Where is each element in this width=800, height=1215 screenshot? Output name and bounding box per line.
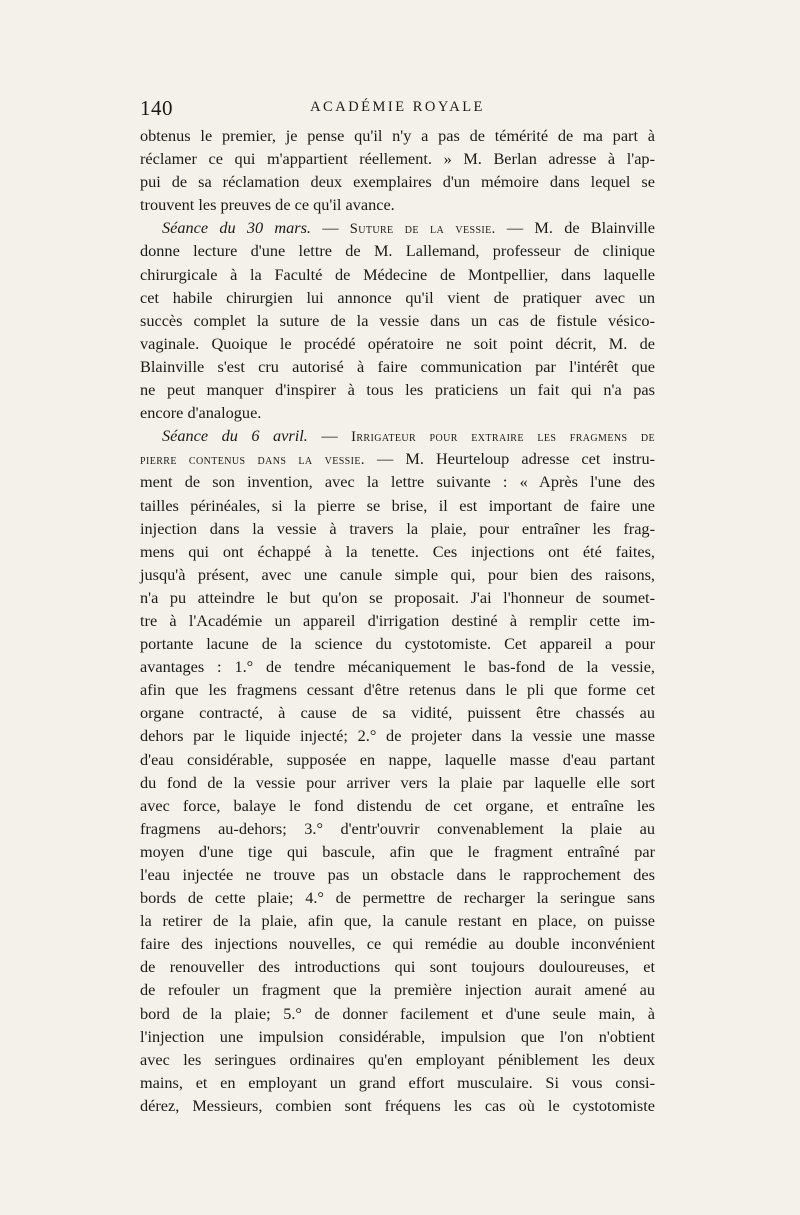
session-title: pierre contenus dans la vessie.	[140, 452, 365, 469]
dash: —	[307, 426, 352, 446]
session-date: Séance du 30 mars.	[162, 218, 311, 238]
text-line: succès complet la suture de la vessie dans un cas de fistule vésico-	[140, 310, 655, 330]
text-line: ment de son invention, avec la lettre suivante : « Après l'une des	[140, 472, 655, 492]
text-line: dehors par le liquide injecté; 2.° de projeter dans la vessie une masse	[140, 726, 655, 746]
text-line: réclamer ce qui m'appartient réellement. » M. Berlan adresse à l'ap-	[140, 149, 655, 169]
text-line: dérez, Messieurs, combien sont fréquens les cas où le cystotomiste	[140, 1095, 655, 1115]
body-text	[140, 124, 655, 1117]
session-date: Séance du 6 avril.	[162, 426, 308, 446]
text-line: donne lecture d'une lettre de M. Lallemand, professeur de clinique	[140, 241, 655, 261]
text-line: faire des injections nouvelles, ce qui remédie au double inconvénient	[140, 934, 655, 954]
session-title: Suture de la vessie.	[349, 221, 496, 238]
text-line: afin que les fragmens cessant d'être retenus dans le pli que forme cet	[140, 680, 655, 700]
text-line: injection dans la vessie à travers la plaie, pour entraîner les frag-	[140, 518, 655, 538]
text-fragment: — M. de Blainville	[495, 218, 656, 238]
text-line: jusqu'à présent, avec une canule simple qui, pour bien des raisons,	[140, 564, 655, 584]
page-number: 140	[140, 96, 173, 120]
text-line: obtenus le premier, je pense qu'il n'y a pas de témérité de ma part à	[140, 126, 655, 145]
text-line: Blainville s'est cru autorisé à faire communication par l'intérêt que	[140, 356, 655, 376]
session-heading-line	[140, 216, 655, 239]
session-title: Irrigateur pour extraire les fragmens de	[351, 429, 656, 446]
text-line: la retirer de la plaie, afin que, la canule restant en place, on puisse	[140, 911, 655, 931]
text-line: n'a pu atteindre le but qu'on se proposait. J'ai l'honneur de soumet-	[140, 587, 655, 607]
text-line: pui de sa réclamation deux exemplaires d'un mémoire dans lequel se	[140, 172, 655, 192]
text-line: d'eau considérable, supposée en nappe, laquelle masse d'eau partant	[140, 749, 655, 769]
text-line: mains, et en employant un grand effort musculaire. Si vous consi-	[140, 1072, 655, 1092]
dash: —	[311, 218, 350, 238]
text-line: ne peut manquer d'inspirer à tous les praticiens un fait qui n'a pas	[140, 380, 655, 400]
text-line: fragmens au-dehors; 3.° d'entr'ouvrir convenablement la plaie au	[140, 818, 655, 838]
text-fragment: — M. Heurteloup adresse cet instru-	[364, 449, 656, 469]
text-line: avec les seringues ordinaires qu'en employant péniblement les deux	[140, 1049, 655, 1069]
text-line: trouvent les preuves de ce qu'il avance.	[140, 195, 395, 215]
text-line: tailles périnéales, si la pierre se brise, il est important de faire une	[140, 495, 655, 515]
text-line: moyen d'une tige qui bascule, afin que le fragment entraîné par	[140, 841, 655, 861]
text-line: l'eau injectée ne trouve pas un obstacle dans le rapprochement des	[140, 865, 655, 884]
text-line: avantages : 1.° de tendre mécaniquement le bas-fond de la vessie,	[140, 657, 655, 677]
text-line: mens qui ont échappé à la tenette. Ces injections ont été faites,	[140, 541, 655, 561]
page-header	[140, 96, 655, 122]
text-line: organe contracté, à cause de sa vidité, puissent être chassés au	[140, 703, 655, 723]
text-line: chirurgicale à la Faculté de Médecine de Montpellier, dans laquelle	[140, 264, 655, 284]
text-line: bords de cette plaie; 4.° de permettre de recharger la seringue sans	[140, 888, 655, 908]
text-line: de renouveller des introductions qui sont toujours douloureuses, et	[140, 957, 655, 977]
text-line: vaginale. Quoique le procédé opératoire ne soit point décrit, M. de	[140, 333, 655, 353]
session-heading-line	[140, 424, 655, 447]
running-head: ACADÉMIE ROYALE	[310, 99, 485, 115]
session-heading-line	[140, 447, 655, 470]
text-line: cet habile chirurgien lui annonce qu'il vient de pratiquer avec un	[140, 287, 655, 307]
text-line: encore d'analogue.	[140, 403, 262, 423]
text-line: avec force, balaye le fond distendu de cet organe, et entraîne les	[140, 795, 655, 815]
text-line: portante lacune de la science du cystotomiste. Cet appareil a pour	[140, 634, 655, 654]
text-line: l'injection une impulsion considérable, impulsion que l'on n'obtient	[140, 1026, 655, 1046]
text-line: bord de la plaie; 5.° de donner facilement et d'une seule main, à	[140, 1003, 655, 1023]
book-page	[140, 96, 655, 1117]
text-line: de refouler un fragment que la première injection aurait amené au	[140, 980, 655, 1000]
text-line: tre à l'Académie un appareil d'irrigation destiné à remplir cette im-	[140, 610, 655, 630]
text-line: du fond de la vessie pour arriver vers la plaie par laquelle elle sort	[140, 772, 655, 792]
